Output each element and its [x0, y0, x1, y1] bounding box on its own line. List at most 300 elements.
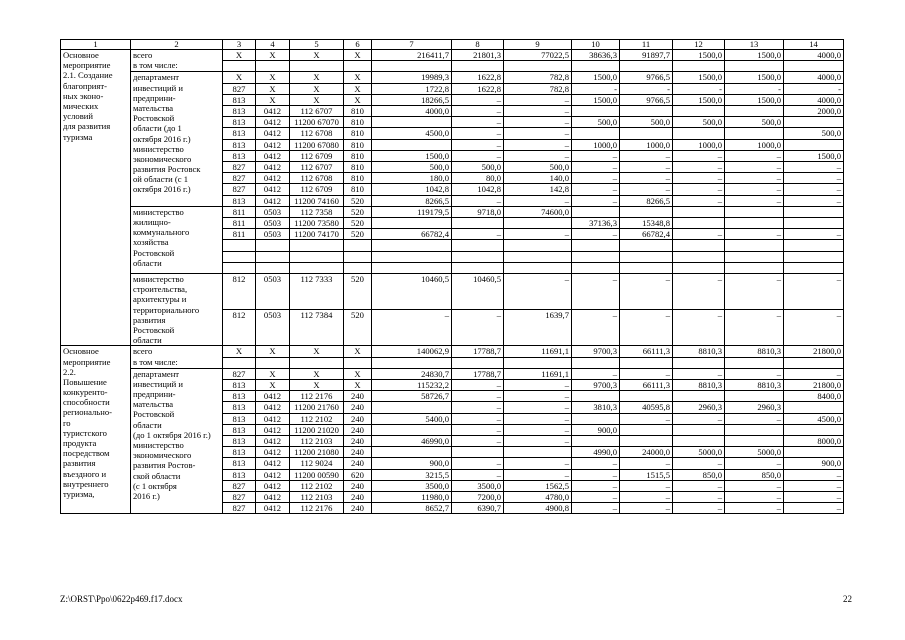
amount-cell: –: [572, 162, 620, 173]
gr-code-cell: 811: [223, 218, 256, 229]
amount-cell: 3810,3: [572, 402, 620, 413]
amount-cell: [372, 61, 452, 72]
gr-code-cell: [223, 357, 256, 368]
amount-cell: [784, 262, 844, 273]
executor-line: [133, 501, 220, 511]
executor-line: октября 2016 г.): [133, 133, 191, 144]
amount-cell: [620, 106, 673, 117]
executor-line: министерство: [133, 274, 184, 284]
amount-cell: [620, 435, 673, 446]
target-article-cell: [290, 262, 344, 273]
executor-line: территориального: [133, 304, 200, 315]
target-article-cell: 112 2176: [290, 503, 344, 514]
executor-line: в том числе:: [133, 60, 178, 71]
amount-cell: –: [673, 503, 725, 514]
amount-cell: 9718,0: [452, 206, 504, 217]
measure-name-line: мероприятие: [63, 356, 111, 367]
gr-code-cell: 827: [223, 491, 256, 502]
executor-line: развития Ростовск: [133, 164, 201, 175]
amount-cell: [673, 206, 725, 217]
executor-line: области (до 1: [133, 123, 182, 134]
measure-name-line: въездного и: [63, 468, 107, 479]
amount-cell: 4500,0: [372, 128, 452, 139]
measure-name-line: 2.2.: [63, 366, 76, 377]
amount-cell: [673, 251, 725, 262]
expense-type-cell: 240: [344, 491, 372, 502]
amount-cell: –: [452, 424, 504, 435]
amount-cell: –: [725, 195, 784, 206]
amount-cell: –: [673, 368, 725, 379]
executor-line: департамент: [133, 368, 180, 379]
expense-type-cell: 240: [344, 413, 372, 424]
amount-cell: 140,0: [504, 173, 572, 184]
amount-cell: 850,0: [725, 469, 784, 480]
executor-line: предприни-: [133, 389, 176, 400]
target-article-cell: 112 6707: [290, 162, 344, 173]
executor-line: инвестиций и: [133, 82, 183, 93]
amount-cell: –: [784, 229, 844, 240]
amount-cell: 66782,4: [620, 229, 673, 240]
amount-cell: 1500,0: [784, 150, 844, 161]
amount-cell: –: [504, 274, 572, 310]
column-number: 12: [673, 40, 725, 50]
executor-line: ской области: [133, 470, 181, 481]
amount-cell: 8400,0: [784, 391, 844, 402]
amount-cell: –: [504, 94, 572, 105]
column-number: 1: [61, 40, 131, 50]
amount-cell: 782,8: [504, 83, 572, 94]
target-article-cell: 112 6708: [290, 173, 344, 184]
amount-cell: 500,0: [452, 162, 504, 173]
amount-cell: –: [572, 491, 620, 502]
gr-code-cell: 813: [223, 150, 256, 161]
executor-line: Ростовской: [133, 247, 175, 258]
target-article-cell: 112 2103: [290, 491, 344, 502]
executor-line: министерство: [133, 206, 184, 217]
amount-cell: –: [784, 503, 844, 514]
gr-code-cell: 827: [223, 480, 256, 491]
expense-type-cell: [344, 251, 372, 262]
amount-cell: 216411,7: [372, 50, 452, 61]
executor-line: области: [133, 419, 162, 430]
expense-type-cell: 240: [344, 402, 372, 413]
target-article-cell: 11200 00590: [290, 469, 344, 480]
section-code-cell: 0503: [256, 274, 290, 310]
amount-cell: 2960,3: [725, 402, 784, 413]
amount-cell: [504, 240, 572, 251]
amount-cell: –: [504, 150, 572, 161]
amount-cell: –: [620, 162, 673, 173]
section-code-cell: 0503: [256, 229, 290, 240]
target-article-cell: 112 2102: [290, 413, 344, 424]
section-code-cell: X: [256, 94, 290, 105]
amount-cell: [784, 218, 844, 229]
section-code-cell: [256, 240, 290, 251]
amount-cell: –: [725, 173, 784, 184]
gr-code-cell: 813: [223, 413, 256, 424]
section-code-cell: 0412: [256, 150, 290, 161]
amount-cell: [725, 357, 784, 368]
executor-line: Ростовской: [133, 113, 175, 124]
section-code-cell: 0412: [256, 162, 290, 173]
executor-line: мательства: [133, 102, 174, 113]
executor-line: ой области (с 1: [133, 174, 189, 185]
section-code-cell: X: [256, 83, 290, 94]
measure-name-line: благоприят-: [63, 80, 107, 91]
amount-cell: 21800,0: [784, 346, 844, 357]
amount-cell: [620, 357, 673, 368]
section-code-cell: 0503: [256, 206, 290, 217]
amount-cell: [784, 447, 844, 458]
amount-cell: –: [452, 391, 504, 402]
executor-line: архитектуры и: [133, 294, 187, 305]
amount-cell: –: [725, 229, 784, 240]
amount-cell: 15348,8: [620, 218, 673, 229]
amount-cell: –: [784, 173, 844, 184]
section-code-cell: 0412: [256, 184, 290, 195]
expense-type-cell: 240: [344, 503, 372, 514]
amount-cell: [372, 139, 452, 150]
amount-cell: 17788,7: [452, 368, 504, 379]
expense-type-cell: 520: [344, 206, 372, 217]
amount-cell: 58726,7: [372, 391, 452, 402]
amount-cell: [725, 128, 784, 139]
amount-cell: 4000,0: [784, 94, 844, 105]
amount-cell: [504, 262, 572, 273]
executor-line: развития: [133, 314, 166, 325]
amount-cell: –: [673, 480, 725, 491]
target-article-cell: 112 2102: [290, 480, 344, 491]
amount-cell: 3500,0: [452, 480, 504, 491]
amount-cell: [673, 424, 725, 435]
amount-cell: [452, 61, 504, 72]
amount-cell: 500,0: [572, 117, 620, 128]
executor-line: в том числе:: [133, 356, 178, 367]
amount-cell: –: [452, 139, 504, 150]
amount-cell: [504, 357, 572, 368]
amount-cell: –: [504, 229, 572, 240]
section-code-cell: 0412: [256, 458, 290, 469]
amount-cell: -: [784, 83, 844, 94]
amount-cell: –: [725, 184, 784, 195]
expense-type-cell: 240: [344, 447, 372, 458]
section-code-cell: [256, 262, 290, 273]
amount-cell: [572, 391, 620, 402]
amount-cell: 1042,8: [452, 184, 504, 195]
expense-type-cell: X: [344, 94, 372, 105]
amount-cell: 1500,0: [572, 72, 620, 83]
amount-cell: –: [504, 391, 572, 402]
executor-line: развития Ростов-: [133, 460, 196, 471]
amount-cell: [620, 391, 673, 402]
expense-type-cell: 520: [344, 195, 372, 206]
target-article-cell: 11200 74160: [290, 195, 344, 206]
section-code-cell: 0412: [256, 128, 290, 139]
amount-cell: 1500,0: [725, 94, 784, 105]
section-code-cell: X: [256, 50, 290, 61]
amount-cell: 5000,0: [725, 447, 784, 458]
section-code-cell: 0412: [256, 491, 290, 502]
gr-code-cell: 813: [223, 469, 256, 480]
amount-cell: [784, 61, 844, 72]
amount-cell: –: [572, 173, 620, 184]
gr-code-cell: 813: [223, 379, 256, 390]
expense-type-cell: 520: [344, 274, 372, 310]
expense-type-cell: 240: [344, 424, 372, 435]
expense-type-cell: 520: [344, 218, 372, 229]
amount-cell: –: [620, 173, 673, 184]
amount-cell: 1500,0: [673, 72, 725, 83]
measure-name-line: Повышение: [63, 376, 107, 387]
table-row: [61, 206, 844, 217]
amount-cell: [725, 262, 784, 273]
amount-cell: 142,8: [504, 184, 572, 195]
section-code-cell: 0503: [256, 310, 290, 346]
amount-cell: [372, 251, 452, 262]
gr-code-cell: 813: [223, 424, 256, 435]
section-code-cell: [256, 357, 290, 368]
amount-cell: –: [504, 195, 572, 206]
amount-cell: –: [784, 274, 844, 310]
executor-line: всего: [133, 50, 153, 60]
section-code-cell: 0412: [256, 139, 290, 150]
amount-cell: –: [504, 469, 572, 480]
amount-cell: 4000,0: [784, 50, 844, 61]
amount-cell: [572, 357, 620, 368]
target-article-cell: 112 6708: [290, 128, 344, 139]
amount-cell: –: [452, 229, 504, 240]
amount-cell: 40595,8: [620, 402, 673, 413]
target-article-cell: 112 9024: [290, 458, 344, 469]
amount-cell: [572, 61, 620, 72]
amount-cell: [572, 435, 620, 446]
amount-cell: 8652,7: [372, 503, 452, 514]
amount-cell: [572, 206, 620, 217]
gr-code-cell: 827: [223, 162, 256, 173]
amount-cell: –: [784, 184, 844, 195]
amount-cell: [673, 435, 725, 446]
section-code-cell: 0412: [256, 195, 290, 206]
amount-cell: [572, 106, 620, 117]
amount-cell: [725, 218, 784, 229]
executor-line: предприни-: [133, 92, 176, 103]
gr-code-cell: 813: [223, 447, 256, 458]
column-number: 13: [725, 40, 784, 50]
executor-line: мательства: [133, 399, 174, 410]
amount-cell: 3500,0: [372, 480, 452, 491]
amount-cell: [784, 357, 844, 368]
measure-name-line: 2.1. Создание: [63, 70, 113, 81]
executor-line: Ростовской: [133, 409, 175, 420]
amount-cell: [725, 391, 784, 402]
expense-type-cell: 620: [344, 469, 372, 480]
amount-cell: 1000,0: [725, 139, 784, 150]
amount-cell: -: [620, 83, 673, 94]
target-article-cell: 11200 21760: [290, 402, 344, 413]
amount-cell: –: [504, 424, 572, 435]
expense-type-cell: [344, 240, 372, 251]
column-number: 5: [290, 40, 344, 50]
executor-line: (с 1 октября: [133, 480, 177, 491]
amount-cell: [372, 218, 452, 229]
amount-cell: –: [725, 162, 784, 173]
amount-cell: –: [620, 458, 673, 469]
executor-line: [133, 195, 220, 205]
section-code-cell: 0412: [256, 413, 290, 424]
amount-cell: 500,0: [784, 128, 844, 139]
executor-line: министерство: [133, 440, 184, 451]
measure-name-line: мических: [63, 100, 99, 111]
executor-line: строительства,: [133, 284, 188, 295]
footer-file-path: Z:\ORST\Ppo\0622p469.f17.docx: [60, 594, 183, 604]
executor-cell: [131, 50, 223, 72]
amount-cell: –: [572, 503, 620, 514]
amount-cell: –: [452, 117, 504, 128]
amount-cell: [452, 262, 504, 273]
amount-cell: –: [725, 458, 784, 469]
amount-cell: –: [620, 503, 673, 514]
amount-cell: 8810,3: [673, 379, 725, 390]
amount-cell: [725, 240, 784, 251]
target-article-cell: 112 6709: [290, 150, 344, 161]
amount-cell: 500,0: [725, 117, 784, 128]
section-code-cell: [256, 61, 290, 72]
amount-cell: 180,0: [372, 173, 452, 184]
section-code-cell: X: [256, 346, 290, 357]
expense-type-cell: [344, 61, 372, 72]
section-code-cell: 0412: [256, 469, 290, 480]
amount-cell: –: [673, 310, 725, 346]
amount-cell: –: [620, 274, 673, 310]
measure-name-line: условий: [63, 111, 93, 122]
column-number: 9: [504, 40, 572, 50]
amount-cell: [673, 128, 725, 139]
amount-cell: –: [725, 368, 784, 379]
target-article-cell: X: [290, 72, 344, 83]
expense-type-cell: X: [344, 50, 372, 61]
gr-code-cell: 813: [223, 391, 256, 402]
amount-cell: [784, 117, 844, 128]
amount-cell: [504, 251, 572, 262]
amount-cell: [572, 262, 620, 273]
expense-type-cell: 240: [344, 480, 372, 491]
target-article-cell: X: [290, 346, 344, 357]
executor-line: 2016 г.): [133, 490, 160, 501]
amount-cell: 21800,0: [784, 379, 844, 390]
amount-cell: –: [452, 413, 504, 424]
amount-cell: [673, 106, 725, 117]
amount-cell: –: [725, 503, 784, 514]
amount-cell: [452, 218, 504, 229]
amount-cell: –: [504, 106, 572, 117]
amount-cell: [725, 251, 784, 262]
amount-cell: –: [620, 480, 673, 491]
executor-line: хозяйства: [133, 237, 169, 248]
section-code-cell: 0412: [256, 447, 290, 458]
amount-cell: [372, 262, 452, 273]
gr-code-cell: 813: [223, 195, 256, 206]
amount-cell: 1500,0: [572, 94, 620, 105]
expense-type-cell: [344, 262, 372, 273]
amount-cell: –: [784, 491, 844, 502]
amount-cell: 1500,0: [725, 72, 784, 83]
expense-type-cell: 240: [344, 391, 372, 402]
section-code-cell: X: [256, 368, 290, 379]
amount-cell: [372, 447, 452, 458]
amount-cell: [620, 206, 673, 217]
gr-code-cell: 813: [223, 139, 256, 150]
gr-code-cell: X: [223, 346, 256, 357]
section-code-cell: 0412: [256, 402, 290, 413]
footer-page-number: 22: [843, 594, 852, 604]
amount-cell: 1622,8: [452, 72, 504, 83]
measure-name-line: Основное: [63, 50, 99, 60]
target-article-cell: 112 7333: [290, 274, 344, 310]
target-article-cell: 11200 21080: [290, 447, 344, 458]
amount-cell: 11691,1: [504, 346, 572, 357]
amount-cell: [725, 435, 784, 446]
expense-type-cell: 810: [344, 117, 372, 128]
amount-cell: –: [452, 150, 504, 161]
section-code-cell: 0412: [256, 106, 290, 117]
amount-cell: 9766,5: [620, 94, 673, 105]
column-number: 3: [223, 40, 256, 50]
measure-name-line: ных эконо-: [63, 90, 104, 101]
measure-name-line: туристского: [63, 427, 107, 438]
amount-cell: 10460,5: [452, 274, 504, 310]
amount-cell: 500,0: [372, 162, 452, 173]
amount-cell: –: [725, 480, 784, 491]
gr-code-cell: 813: [223, 128, 256, 139]
amount-cell: [673, 262, 725, 273]
amount-cell: 37136,3: [572, 218, 620, 229]
amount-cell: 1515,5: [620, 469, 673, 480]
amount-cell: [673, 391, 725, 402]
gr-code-cell: [223, 251, 256, 262]
measure-name-line: туризма: [63, 131, 93, 142]
target-article-cell: X: [290, 83, 344, 94]
amount-cell: –: [673, 195, 725, 206]
amount-cell: –: [673, 413, 725, 424]
amount-cell: –: [673, 229, 725, 240]
target-article-cell: 112 6707: [290, 106, 344, 117]
target-article-cell: X: [290, 94, 344, 105]
amount-cell: –: [784, 480, 844, 491]
amount-cell: –: [572, 368, 620, 379]
amount-cell: 80,0: [452, 173, 504, 184]
amount-cell: [372, 117, 452, 128]
expense-type-cell: 520: [344, 310, 372, 346]
amount-cell: –: [725, 150, 784, 161]
amount-cell: [784, 251, 844, 262]
amount-cell: –: [620, 491, 673, 502]
amount-cell: 119179,5: [372, 206, 452, 217]
gr-code-cell: 827: [223, 184, 256, 195]
amount-cell: 91897,7: [620, 50, 673, 61]
amount-cell: –: [673, 274, 725, 310]
amount-cell: 5000,0: [673, 447, 725, 458]
executor-line: области: [133, 257, 162, 268]
amount-cell: [372, 424, 452, 435]
amount-cell: 38636,3: [572, 50, 620, 61]
amount-cell: –: [504, 128, 572, 139]
amount-cell: –: [620, 368, 673, 379]
expense-type-cell: 810: [344, 184, 372, 195]
expense-type-cell: X: [344, 72, 372, 83]
amount-cell: 1722,8: [372, 83, 452, 94]
amount-cell: 1500,0: [673, 94, 725, 105]
amount-cell: [620, 240, 673, 251]
